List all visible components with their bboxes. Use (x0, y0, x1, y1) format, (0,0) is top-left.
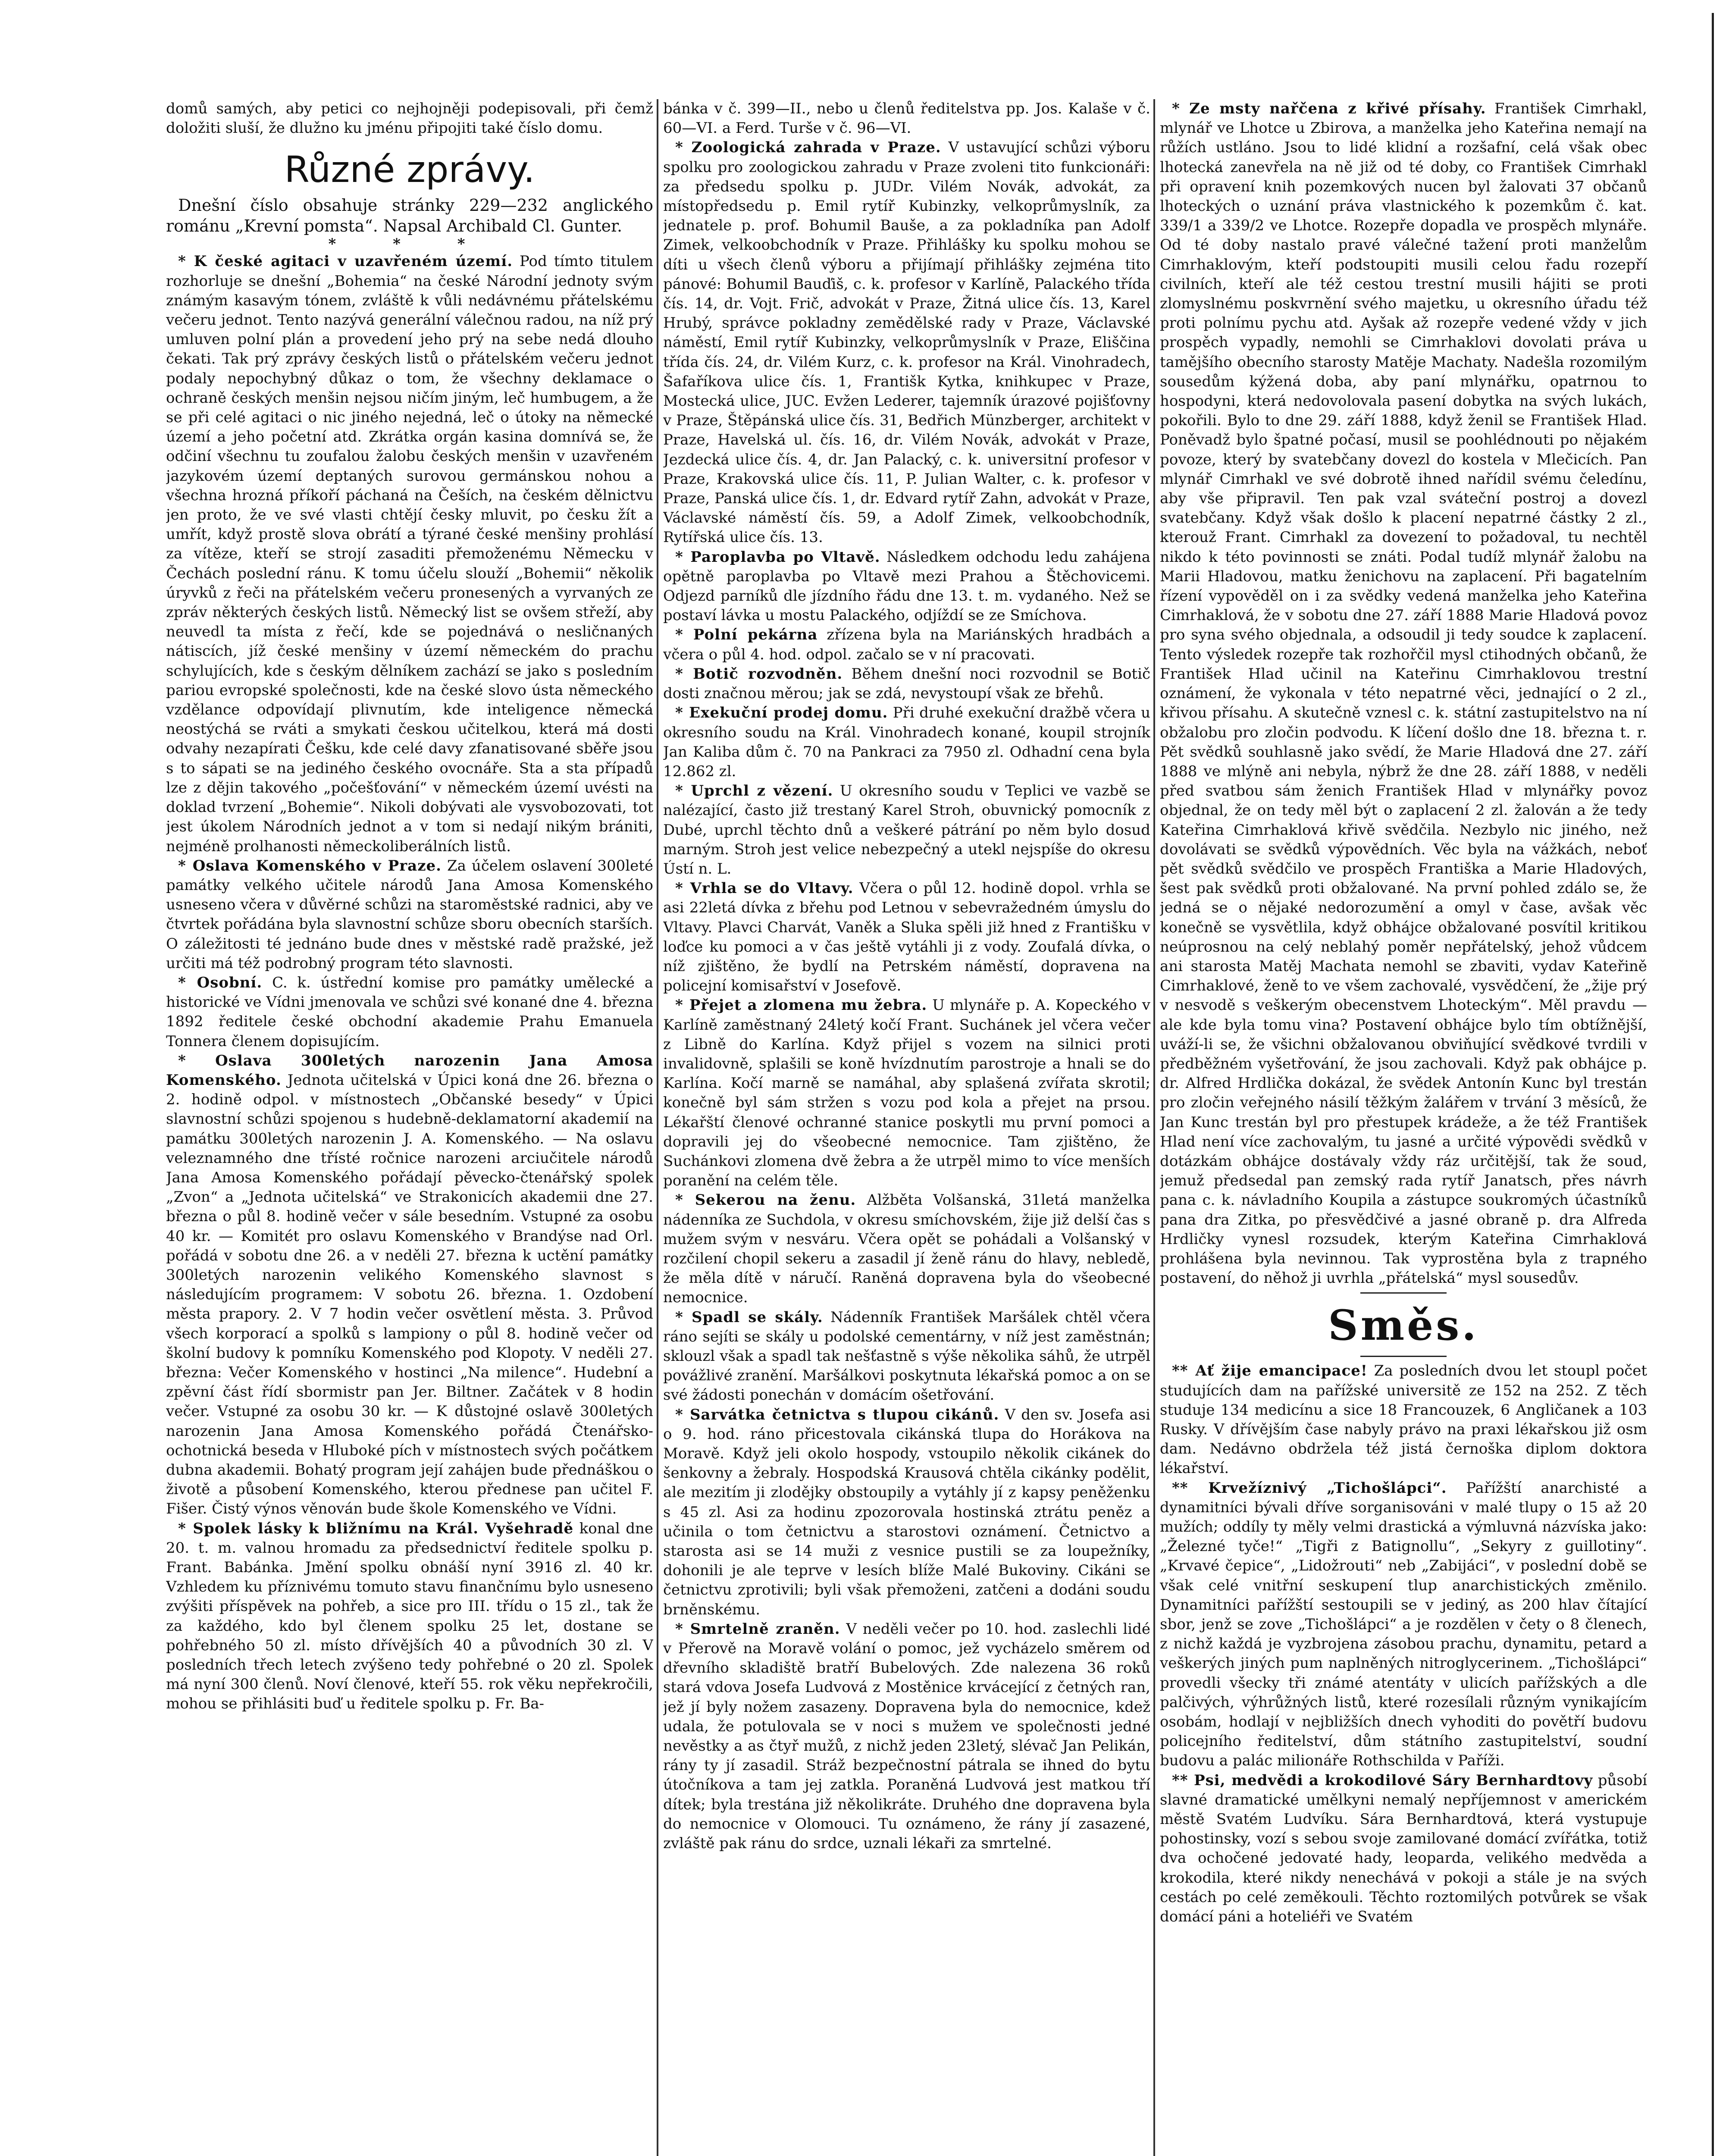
news-item-headline: * Oslava Komenského v Praze. (178, 857, 442, 874)
news-item (1160, 1479, 1647, 1771)
news-item-headline: * Sarvátka četnictva s tlupou cikánů. (675, 1406, 999, 1423)
column-divider (657, 99, 658, 2156)
news-item (1160, 1771, 1647, 1927)
news-item-body: zřízena byla na Mariánských hradbách a včera o půl 4. hod. odpol. začalo se v ní pracovati. (663, 626, 1150, 663)
news-item-headline: * Spolek lásky k bližnímu na Král. Vyšehradě (178, 1520, 574, 1537)
news-item-headline: * Polní pekárna (675, 626, 818, 644)
news-item-body: František Cimrhakl, mlynář ve Lhotce u Zbirova, a manželka jeho Kateřina nemají na růžích ustláno. Jsou to lidé klidní a rozšafní, celá však obec lhotecká zanevřela na ně již od té doby, co František Cimrhakl při opravení knih pozemkových nucen byl žalovati 37 občanů lhoteckých o uznání práva vlastnického k pozemkům č. kat. 339/1 a 339/2 ve Lhotce. Rozepře dopadla ve prospěch mlynáře. Od té doby nastalo pravé válečné tažení proti manželům Cimrhaklovým, kteří podstoupiti musili celou řadu rozepří civilních, kteří ale též cestou trestní musili hájiti se proti zlomyslnému poskvrnění svého majetku, u okresního úřadu též proti polnímu pychu atd. Ayšak až rozepře vedené vždy v jich prospěch vypadly, nemohli se Cimrhaklovi dovolati práva u tamějšího obecního starosty Matěje Machaty. Nadešla rozomilým sousedům kýžená doba, aby paní mlynářku, opatrnou to hospodyni, která nedovolovala pasení dobytka na svých lukách, pokořili. Bylo to dne 29. září 1888, když ženil se František Hlad. Poněvadž bylo špatné počasí, musil se poohlédnouti po nějakém povoze, který by svatebčany dovezl do kostela v Mlečicích. Pan mlynář Cimrhakl ve své dobrotě ihned nařídil svému čeledínu, aby vše připravil. Ten pak vzal sváteční postroj a dovezl svatebčany. Když však došlo k placení nepatrné částky 2 zl., kterouž Frant. Cimrhakl za dovezení to požadoval, tu nechtěl nikdo k této povinnosti se znáti. Podal tudíž mlynář žalobu na Marii Hladovou, matku ženichovu na zaplacení. Při bagatelním řízení vypověděl on i za svědky vedená manželka jeho Kateřina Cimrhaklová, že v sobotu dne 27. září 1888 Marie Hladová povoz pro syna svého objednala, a odsoudil ji tedy soudce k zaplacení. Tento výsledek rozepře tak rozhořčil mysl ctihodných občanů, že František Hlad učinil na Kateřinu Cimrhaklovou trestní oznámení, že vykonala v této nepatrné věci, jednající o 2 zl., křivou přísahu. A skutečně vznesl c. k. státní zastupitelstvo na ní obžalobu pro zločin podvodu. K líčení došlo dne 18. března t. r. Pět svědků souhlasně jako svědí, že Marie Hladová dne 27. září 1888 ve mlýně ani nebyla, nýbrž že dne 28. září 1888, v neděli před svatbou sám ženich František Hlad v mlynářky povoz objednal, že on tedy měl být o zaplacení 2 zl. žalován a že tedy Kateřina Cimrhaklová křivě svědčila. Nezbylo nic jiného, než dovolávati se svědků výpovědních. Věc byla na vážkách, neboť pět svědků svědčilo ve prospěch Františka a Marie Hladových, šest pak svědků proti obžalované. Na první pohled zdálo se, že jedná se o nějaké nedorozumění a omyl v čase, avšak věc konečně se vysvětlila, když obhájce obžalované posvítil kritikou neúprosnou na celý neblahý poměr nepřátelský, jehož vůdcem ani starosta Matěj Machata nemohl se zbaviti, vydav Kateřině Cimrhaklové, ženě to ve všem zachovalé, vysvědčení, že „žije prý v nesvodě s veškerým obecenstvem Lhoteckým“. Měl pravdu — ale kde byla tomu vina? Postavení obhájce bylo tím obtížnější, uváží-li se, že všichni obžalovanou obviňující svědkové tvrdili v předběžném vyšetřování, že jsou zachovali. Když pak obhájce p. dr. Alfred Hrdlička dokázal, že svědek Antonín Kunc byl trestán pro zločin veřejného násilí těžkým žalářem v trvání 3 měsíců, že Jan Kunc trestán byl pro přestupek krádeže, a že též František Hlad není více zachovalým, tu jasné a určité výpovědi svědků v dotázkám obhájce dostávaly vždy ráz určitější, tak že soud, jemuž předsedal pan zemský rada rytíř Janatsch, přes návrh pana c. k. návladního Koupila a zástupce soukromých účastníků pana dra Zitka, po přesvědčivé a jasné obraně p. dra Alfreda Hrdličky vynesl rozsudek, kterým Kateřina Cimrhaklová prohlášena byla nevinnou. Tak vyprostěna byla z trapného postavení, do něhož ji uvrhla „přátelská“ mysl sousedův. (1160, 100, 1647, 1287)
column-right (1160, 99, 1647, 2156)
news-item (663, 1405, 1150, 1620)
news-item-headline: ** Krvežíznivý „Tichošlápci“. (1172, 1479, 1447, 1497)
news-item-body: Pod tímto titulem rozhorluje se dnešní „Bohemia“ na české Národní jednoty svým známým kasavým tónem, zvláště k vůli nedávnému přátelskému večeru jednot. Tento nazývá generální válečnou radou, na níž prý umluven polní plán a provedení jeho prý na sebe nedá dlouho čekati. Tak prý zprávy českých listů o přátelském večeru jednot podaly nepochybný důkaz o tom, že všechny deklamace o ochraně českých menšin nejsou ničím jiným, leč humbugem, a že se při celé agitaci o nic jiného nejedná, leč o útoky na německé území a jeho početní atd. Zkrátka orgán kasina domnívá se, že odčiní všechnu tu zoufalou žalobu českých menšin v uzavřeném jazykovém území deptaných surovou germánskou nohou a všechna hrozná příkoří páchaná na Češích, na českém dělnictvu jen proto, že ve své vlasti chtějí česky mluvit, po česku žít a umřít, když prostě slova obrátí a týrané české menšiny prohlásí za vítěze, kteří se strojí zasaditi přemoženému Německu v Čechách poslední ránu. K tomu účelu slouží „Bohemii“ několik úryvků z řeči na přátelském večeru pronesených a vyrvaných ze zpráv některých českých listů. Německý list se ovšem střeží, aby neuvedl ta místa z řečí, kde se pojednává o nesličnaných nátiscích, jíž české menšiny v území německém do prachu schylujících, kde s českým dělníkem zachází se jako s posledním pariou evropské společnosti, kde na české slovo ústa německého vzdělance odpovídají plivnutím, kde inteligence německá neostýchá se rváti a smykati českou učitelkou, která má dosti odvahy nezapírati Češku, kde celé davy zfanatisované sběře jsou s to sápati se na jediného českého ovocnáře. Sta a sta případů lze z dějin takového „počešťování“ v německém území uvésti na doklad tvrzení „Bohemie“. Nikoli dobývati ale vysvobozovati, tot jest úkolem Národních jednot a v tom si nedají nikým brániti, nejméně prolhanosti německoliberálních listů. (166, 253, 653, 855)
lead-notice: Dnešní číslo obsahuje stránky 229—232 anglického románu „Krevní pomsta“. Napsal Archibald Cl. Gunter. (166, 196, 653, 236)
section-divider (1360, 1356, 1447, 1357)
news-item-body: Pařížští anarchisté a dynamitníci bývali dříve sorganisováni v malé tlupy o 15 až 20 mužích; oddíly ty měly velmi drastická a výmluvná názvíska jako: „Železné tyče!“ „Tigři z Batignollu“, „Sekyry z guillotiny“. „Krvavé čepice“, „Lidožrouti“ neb „Zabijáci“, v poslední době se však celé vnitřní seskupení tlup anarchistických změnilo. Dynamitníci pařížští sestoupili se v jediný, as 200 hlav čítající sbor, jenž se zove „Tichošlápci“ a je rozdělen v čety o 8 členech, z nichž každá je vyzbrojena zásobou prachu, dynamitu, petard a veškerých jiných pum naplněných nitroglycerinem. „Tichošlápci“ provedli všecky tři známé atentáty v ulicích pařížských a dle palčivých, výhrůžných listů, které rozesílali různým vynikajícím osobám, hodlají v nejbližších dnech vyhoditi do povětří budovu policejního ředitelství, dům státního zastupitelství, soudní budovu a palác milionáře Rothschilda v Paříži. (1160, 1479, 1647, 1770)
continued-text: bánka v č. 399—II., nebo u členů ředitelstva pp. Jos. Kalaše v č. 60—VI. a Ferd. Turše v č. 96—VI. (663, 100, 1150, 137)
news-item-headline: * Paroplavba po Vltavě. (675, 548, 880, 566)
news-list (663, 138, 1150, 1853)
news-item-headline: ** Psi, medvědi a krokodilové Sáry Bernhardtovy (1172, 1771, 1593, 1789)
news-item-body: V neděli večer po 10. hod. zaslechli lidé v Přerově na Moravě volání o pomoc, jež vycházelo směrem od dřevního skladiště bratří Bubelových. Zde nalezena 36 roků stará vdova Josefa Ludvová z Mostěnice krvácející z četných ran, jež jí byly nožem zasazeny. Dopravena byla do nemocnice, kdež udala, že potulovala se v noci s mužem ve společnosti jedné nevěstky a as čtyř mužů, z nichž jeden 23letý, slévač Jan Pelikán, rány ty jí zasadil. Stráž bezpečnostní pátrala se ihned do bytu útočníkova a tam jej zatkla. Poraněná Ludvová jest matkou tří dítek; byla trestána již několikráte. Druhého dne dopravena byla do nemocnice v Olomouci. Tu oznámeno, že rány jí zasazené, zvláště pak ránu do srdce, uznali lékaři za smrtelné. (663, 1620, 1150, 1852)
news-item (166, 973, 653, 1051)
news-item-headline: * Ze msty nařčena z křivé přísahy. (1172, 100, 1486, 117)
news-item (663, 138, 1150, 547)
news-item (1160, 1361, 1647, 1478)
news-item-body: Nádenník František Maršálek chtěl včera ráno sejíti se skály u podolské cementárny, v níž jest zaměstnán; sklouzl však a spadl tak nešťastně s výše několika sáhů, že utrpěl povážlivé zranění. Maršálkovi poskytnuta lékařská pomoc a on se své žádosti ponechán v domácím ošetřování. (663, 1308, 1150, 1404)
news-item-headline: * K české agitaci v uzavřeném území. (178, 253, 513, 270)
news-item-headline: * Botič rozvodněn. (675, 665, 843, 683)
news-item (166, 856, 653, 973)
section-title-smes: Směs. (1328, 1301, 1479, 1350)
news-list (1160, 99, 1647, 1288)
separator-stars: * * * (328, 235, 491, 253)
news-item-headline: ** Ať žije emancipace! (1172, 1362, 1368, 1380)
news-item-headline: * Vrhla se do Vltavy. (675, 880, 854, 897)
news-item-body: U mlynáře p. A. Kopeckého v Karlíně zaměstnaný 24letý kočí Frant. Suchánek jel včera večer z Libně do Karlína. Když přijel s vozem na silnici proti invalidovně, splašili se koně hvízdnutím parostroje a hnali se do Karlína. Kočí marně se namáhal, aby splašená zvířata skrotil; konečně byl sám stržen s vozu pod kola a přejet na prsou. Lékařští členové ochranné stanice poskytli mu první pomoci a dopravili jej do všeobecné nemocnice. Tam zjištěno, že Suchánkovi zlomena dvě žebra a že utrpěl mimo to více menších poranění na celém těle. (663, 997, 1150, 1190)
column-middle (663, 99, 1150, 2156)
news-item-headline: * Smrtelně zraněn. (675, 1620, 840, 1638)
news-item (166, 252, 653, 856)
news-item-body: V den sv. Josefa asi o 9. hod. ráno přicestovala cikánská tlupa do Horákova na Moravě. Když jeli okolo hospody, vstoupilo několik cikánek do šenkovny a žebraly. Hospodská Krausová chtěla cikánky podělit, ale mezitím ji zlodějky obstoupily a vytáhly jí z kapsy peněženku s 45 zl. Asi za hodinu zpozorovala hostinská ztrátu peněz a učinila o tom četnictvu a starostovi oznámení. Četnictvo a starosta asi se 14 muži z vesnice pustili se za loupežníky, dohonili je ale teprve v lesích blíže Malé Bukoviny. Cikáni se četnictvu zprotivili; byli však přemoženi, zatčeni a dodáni soudu brněnskému. (663, 1406, 1150, 1618)
continued-text: domů samých, aby petici co nejhojněji podepisovali, při čemž doložiti sluší, že dlužno ku jménu připojiti také číslo domu. (166, 100, 653, 137)
news-item-body: U okresního soudu v Teplici ve vazbě se nalézající, často již trestaný Karel Stroh, obuvnický pomocník z Dubé, uprchl těchto dnů a veškeré pátrání po něm bylo dosud marným. Stroh jest velice nebezpečný a utekl nejspíše do okresu Ústí n. L. (663, 782, 1150, 877)
news-item (663, 1191, 1150, 1307)
news-item (663, 1308, 1150, 1405)
news-item-body: Následkem odchodu ledu zahájena opětně paroplavba po Vltavě mezi Prahou a Štěchovicemi. Odjezd parníků dle jízdního řádu dne 13. t. m. vydaného. Než se postaví lávka u mostu Palackého, odjíždí se ze Smíchova. (663, 548, 1150, 624)
news-item (663, 664, 1150, 703)
news-item (663, 879, 1150, 996)
news-item-headline: * Oslava 300letých narozenin Jana Amosa Komenského. (166, 1052, 653, 1089)
news-item-body: Alžběta Volšanská, 31letá manželka nádenníka ze Suchdola, v okresu smíchovském, žije již delší čas s mužem svým v nesváru. Včera opět se pohádali a Volšanský v rozčilení chopil sekeru a zasadil jí ženě ránu do hlavy, nebledě, že měla dítě v náručí. Raněná dopravena byla do všeobecné nemocnice. (663, 1191, 1150, 1307)
news-item-body: Při druhé exekuční dražbě včera u okresního soudu na Král. Vinohradech konané, koupil strojník Jan Kaliba dům č. 70 na Pankraci za 7950 zl. Odhadní cena byla 12.862 zl. (663, 704, 1150, 780)
news-item-body: Za účelem oslavení 300leté památky velkého učitele národů Jana Amosa Komenského usneseno včera v důvěrné schůzi na staroměstské radnici, aby ve čtvrtek pořádána byla slavnostní schůze sboru obecních starších. O záležitosti té jednáno bude dnes v městské radě pražské, jež určiti má též podrobný program této slavnosti. (166, 857, 653, 972)
news-list (166, 252, 653, 1714)
news-item-body: konal dne 20. t. m. valnou hromadu za předsednictví ředitele spolku p. Frant. Babánka. Jmění spolku obnáší nyní 3916 zl. 40 kr. Vzhledem ku příznivému tomuto stavu finančnímu bylo usneseno zvýšiti příspěvek na pohřeb, a sice pro III. třídu o 15 zl., tak že za každého, kdo byl členem spolku 25 let, dostane se pohřebného 50 zl. místo dřívějších 40 a původních 30 zl. V posledních třech letech zvýšeno tedy pohřebné o 20 zl. Spolek má nyní 300 členů. Noví členové, kteří 55. rok věku nepřekročili, mohou se přihlásiti buď u ředitele spolku p. Fr. Ba- (166, 1520, 653, 1713)
news-item (166, 1519, 653, 1714)
news-item (663, 703, 1150, 781)
news-item-headline: * Zoologická zahrada v Praze. (675, 139, 941, 157)
news-item-headline: * Exekuční prodej domu. (675, 704, 888, 722)
section-title: Různé zprávy. (284, 148, 535, 191)
news-item-body: Jednota učitelská v Úpici koná dne 26. března o 2. hodině odpol. v místnostech „Občanské besedy“ v Úpici slavnostní schůzi spojenou s hudebně-deklamatorní akademií na památku 300letých narozenin J. A. Komenského. — Na oslavu veleznamného dne třísté ročnice narozeni arciučitele národů Jana Amosa Komenského pořádají pěvecko-čtenářský spolek „Zvon“ a „Jednota učitelská“ ve Strakonicích akademii dne 27. března o půl 8. hodině večer v sále besedním. Vstupné za osobu 40 kr. — Komitét pro oslavu Komenského v Brandýse nad Orl. pořádá v sobotu dne 26. a v neděli 27. března k uctění památky 300letých narozenin velikého Komenského slavnost s následujícím programem: V sobotu 26. března. 1. Ozdobení města prapory. 2. V 7 hodin večer osvětlení města. 3. Průvod všech korporací a spolků s lampiony o půl 8. hodině večer od školní budovy k pomníku Komenského pod Klopoty. V neděli 27. března: Večer Komenského v hostinci „Na milence“. Hudební a zpěvní část řídí sbormistr pan Jer. Biltner. Začátek v 8 hodin večer. Vstupné za osobu 30 kr. — K důstojné oslavě 300letých narozenin Jana Amosa Komenského pořádá Čtenářsko-ochotnická beseda v Hluboké pích v místnostech svých počátkem dubna akademii. Bohatý program její zahájen bude přednáškou o životě a působení Komenského, kterou přednese pan učitel F. Fišer. Čistý výnos věnován bude škole Komenského ve Vídni. (166, 1071, 653, 1518)
news-item-headline: * Osobní. (178, 974, 263, 991)
news-item-body: Včera o půl 12. hodině dopol. vrhla se asi 22letá dívka z břehu pod Letnou v sebevražedném úmyslu do Vltavy. Plavci Charvát, Vaněk a Sluka spěli již hned z Františku v loďce ku pomoci a v čas ještě vytáhli ji z vody. Zoufalá dívka, o níž zjištěno, že bydlí na Petrském náměstí, dopravena na policejní komisařství v Josefově. (663, 880, 1150, 995)
news-item (663, 548, 1150, 626)
section-divider (1360, 1292, 1447, 1294)
news-item-headline: * Sekerou na ženu. (675, 1191, 856, 1209)
news-item-body: působí slavné dramatické umělkyni nemalý nepříjemnost v americkém městě Svatém Ludvíku. Sára Bernhardtová, která vystupuje pohostinsky, vozí s sebou svoje zamilované domácí zvířátka, totiž dva ochočené jedovaté hady, leoparda, velikého medvěda a krokodila, které nikdy nenechává v pokoji a stále je na svých cestách po celé zeměkouli. Těchto roztomilých potvůrek se však domácí páni a hoteliéři ve Svatém (1160, 1771, 1647, 1926)
news-item-headline: * Přejet a zlomena mu žebra. (675, 997, 927, 1014)
news-item (1160, 99, 1647, 1288)
misc-list (1160, 1361, 1647, 1927)
news-item-headline: * Spadl se skály. (675, 1308, 823, 1326)
news-item-body: C. k. ústřední komise pro památky umělecké a historické ve Vídni jmenovala ve schůzi své konané dne 4. března 1892 ředitele české obchodní akademie Prahu Emanuela Tonnera členem dopisujícím. (166, 974, 653, 1050)
news-item-body: Během dnešní noci rozvodnil se Botič dosti značnou měrou; jak se zdá, nevystoupí však ze břehů. (663, 665, 1150, 702)
news-item (663, 996, 1150, 1191)
news-item-headline: * Uprchl z vězení. (675, 782, 833, 800)
news-item (663, 781, 1150, 879)
news-item (663, 1620, 1150, 1853)
column-divider (1153, 99, 1155, 2156)
news-item-body: Za posledních dvou let stoupl počet studujících dam na pařížské universitě ze 152 na 252. Z těch studuje 134 medicínu a sice 18 Francouzek, 6 Angličanek a 103 Rusky. V dřívějším čase nabyly právo na praxi lékařskou již osm dam. Nedávno obdržela též jistá černoška diplom doktora lékařství. (1160, 1362, 1647, 1477)
news-item (166, 1051, 653, 1519)
news-item-body: V ustavující schůzi výboru spolku pro zoologickou zahradu v Praze zvoleni tito funkcionáři: za předsedu spolku p. JUDr. Vilém Novák, advokát, za místopředsedu p. Emil rytíř Kubinzky, velkoprůmyslník, za jednatele p. prof. Bohumil Bauše, a za pokladníka pan Adolf Zimek, velkoobchodník v Praze. Přihlášky ku spolku mohou se díti u všech členů výboru a přijímají přihlášky zejména tito pánové: Bohumil Bauďiš, c. k. profesor v Karlíně, Palackého třída čís. 14, dr. Vojt. Frič, advokát v Praze, Žitná ulice čís. 13, Karel Hrubý, správce pokladny zemědělské rady v Praze, Václavské náměstí, Emil rytíř Kubinzky, velkoprůmyslník v Praze, Eliščina třída čís. 24, dr. Vilém Kurz, c. k. profesor na Král. Vinohradech, Šafaříkova ulice čís. 1, Františk Kytka, knihkupec v Praze, Mostecká ulice, JUC. Evžen Lederer, tajemník úrazové pojišťovny v Praze, Štěpánská ulice čís. 31, Bedřich Münzberger, architekt v Praze, Havelská ul. čís. 16, dr. Vilém Novák, advokát v Praze, Jezdecká ulice čís. 4, dr. Jan Palacký, c. k. universitní profesor v Praze, Krakovská ulice čís. 11, P. Julian Walter, c. k. profesor v Praze, Panská ulice čís. 1, dr. Edvard rytíř Zahn, advokát v Praze, Václavské náměstí čís. 59, a Adolf Zimek, velkoobchodník, Rytířská ulice čís. 13. (663, 139, 1150, 546)
column-left (166, 99, 653, 2156)
news-item (663, 625, 1150, 664)
